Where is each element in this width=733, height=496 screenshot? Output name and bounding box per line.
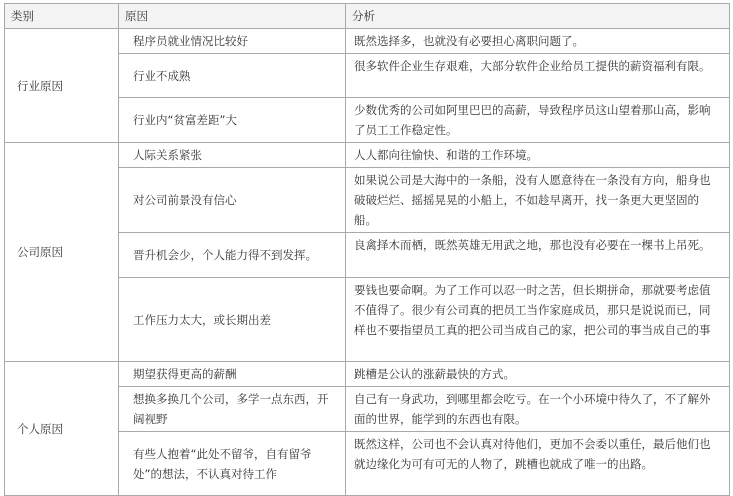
reason-cell: 想换多换几个公司，多学一点东西，开阔视野: [119, 387, 346, 432]
header-reason: 原因: [119, 4, 346, 29]
analysis-cell: 如果说公司是大海中的一条船，没有人愿意待在一条没有方向，船身也破破烂烂、摇摇晃晃的小船上，不如趁早离开，找一条更大更坚固的船。: [346, 168, 730, 233]
reason-cell: 行业不成熟: [119, 54, 346, 98]
category-company: 公司原因: [5, 143, 119, 362]
reason-cell: 有些人抱着“此处不留爷，自有留爷处”的想法，不认真对待工作: [119, 432, 346, 496]
reason-cell: 工作压力太大，或长期出差: [119, 278, 346, 362]
analysis-cell: 要钱也要命啊。为了工作可以忍一时之苦，但长期拼命，那就要考虑值不值得了。很少有公司真的把员工当作家庭成员，那只是说说而已，同样也不要指望员工真的把公司当成自己的家，把公司的事当成自己的事: [346, 278, 730, 362]
category-personal: 个人原因: [5, 362, 119, 496]
analysis-cell: 自己有一身武功，到哪里都会吃亏。在一个小环境中待久了，不了解外面的世界，能学到的东西也有限。: [346, 387, 730, 432]
header-row: [5, 4, 730, 29]
table-row: [5, 143, 730, 168]
table-row: [5, 29, 730, 54]
header-analysis: 分析: [346, 4, 730, 29]
reason-cell: 人际关系紧张: [119, 143, 346, 168]
reason-cell: 期望获得更高的薪酬: [119, 362, 346, 387]
analysis-cell: 良禽择木而栖，既然英雄无用武之地，那也没有必要在一棵书上吊死。: [346, 233, 730, 278]
header-category: 类别: [5, 4, 119, 29]
reason-cell: 对公司前景没有信心: [119, 168, 346, 233]
table-row: [5, 362, 730, 387]
turnover-reasons-table: [4, 3, 730, 496]
reason-cell: 程序员就业情况比较好: [119, 29, 346, 54]
analysis-cell: 很多软件企业生存艰难，大部分软件企业给员工提供的薪资福利有限。: [346, 54, 730, 98]
analysis-cell: 人人都向往愉快、和谐的工作环境。: [346, 143, 730, 168]
analysis-cell: 少数优秀的公司如阿里巴巴的高薪，导致程序员这山望着那山高，影响了员工工作稳定性。: [346, 98, 730, 143]
analysis-cell: 跳槽是公认的涨薪最快的方式。: [346, 362, 730, 387]
category-industry: 行业原因: [5, 29, 119, 143]
reason-cell: 晋升机会少，个人能力得不到发挥。: [119, 233, 346, 278]
analysis-cell: 既然这样，公司也不会认真对待他们，更加不会委以重任，最后他们也就边缘化为可有可无的人物了，跳槽也就成了唯一的出路。: [346, 432, 730, 496]
analysis-cell: 既然选择多，也就没有必要担心离职问题了。: [346, 29, 730, 54]
reason-cell: 行业内“贫富差距”大: [119, 98, 346, 143]
